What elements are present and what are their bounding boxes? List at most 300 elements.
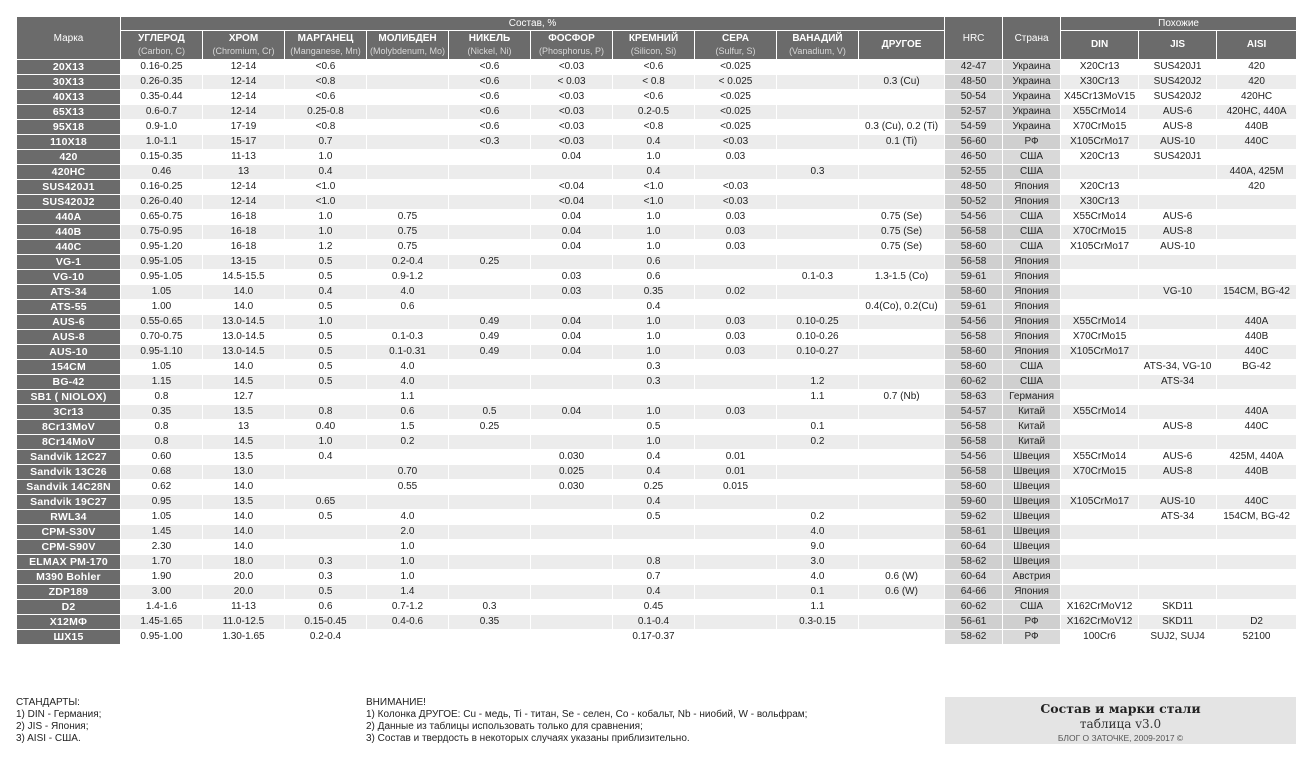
vanadium-cell: [777, 225, 859, 240]
jis-cell: [1139, 300, 1217, 315]
vanadium-cell: 4.0: [777, 570, 859, 585]
mark-cell: M390 Bohler: [17, 570, 121, 585]
chromium-cell: 11-13: [203, 600, 285, 615]
phosphorus-cell: [531, 360, 613, 375]
nickel-cell: [449, 480, 531, 495]
din-cell: X105CrMo17: [1061, 345, 1139, 360]
element-name-ru: ВАНАДИЙ: [792, 33, 843, 44]
phosphorus-cell: <0.03: [531, 60, 613, 75]
sulfur-cell: 0.03: [695, 345, 777, 360]
din-cell: [1061, 390, 1139, 405]
silicon-cell: <1.0: [613, 180, 695, 195]
din-cell: [1061, 375, 1139, 390]
silicon-cell: 0.4: [613, 450, 695, 465]
chromium-cell: 13.5: [203, 405, 285, 420]
nickel-cell: [449, 390, 531, 405]
header-row-elements: [17, 31, 1297, 60]
silicon-cell: 1.0: [613, 405, 695, 420]
molybdenum-cell: 0.2: [367, 435, 449, 450]
vanadium-cell: 0.10-0.26: [777, 330, 859, 345]
manganese-cell: 0.5: [285, 375, 367, 390]
phosphorus-cell: [531, 165, 613, 180]
vanadium-cell: 1.1: [777, 390, 859, 405]
vanadium-cell: 0.2: [777, 435, 859, 450]
aisi-cell: [1217, 480, 1297, 495]
hrc-cell: 42-47: [945, 60, 1003, 75]
molybdenum-cell: [367, 180, 449, 195]
table-row: [17, 270, 1297, 285]
nickel-cell: [449, 150, 531, 165]
carbon-cell: 1.15: [121, 375, 203, 390]
din-cell: X20Cr13: [1061, 60, 1139, 75]
mark-cell: 3Cr13: [17, 405, 121, 420]
molybdenum-cell: 1.4: [367, 585, 449, 600]
molybdenum-cell: [367, 75, 449, 90]
mark-cell: Sandvik 14C28N: [17, 480, 121, 495]
country-cell: Германия: [1003, 390, 1061, 405]
nickel-cell: [449, 495, 531, 510]
chromium-cell: 12-14: [203, 75, 285, 90]
country-cell: США: [1003, 375, 1061, 390]
sulfur-cell: [695, 300, 777, 315]
country-cell: Китай: [1003, 405, 1061, 420]
aisi-cell: 440C: [1217, 420, 1297, 435]
vanadium-cell: [777, 210, 859, 225]
other-cell: [859, 480, 945, 495]
aisi-cell: 440B: [1217, 465, 1297, 480]
molybdenum-cell: [367, 150, 449, 165]
chromium-cell: 14.5: [203, 435, 285, 450]
nickel-cell: [449, 225, 531, 240]
element-header: [449, 31, 531, 60]
vanadium-cell: 0.10-0.27: [777, 345, 859, 360]
carbon-cell: 0.26-0.35: [121, 75, 203, 90]
vanadium-cell: [777, 285, 859, 300]
jis-cell: [1139, 525, 1217, 540]
mark-cell: 440B: [17, 225, 121, 240]
nickel-cell: [449, 300, 531, 315]
din-cell: X105CrMo17: [1061, 135, 1139, 150]
chromium-cell: 12.7: [203, 390, 285, 405]
carbon-cell: 0.70-0.75: [121, 330, 203, 345]
other-cell: [859, 420, 945, 435]
jis-cell: AUS-8: [1139, 225, 1217, 240]
aisi-cell: [1217, 390, 1297, 405]
mark-cell: 440A: [17, 210, 121, 225]
hrc-cell: 58-62: [945, 630, 1003, 645]
composition-header: Состав, %: [121, 17, 945, 31]
nickel-cell: 0.5: [449, 405, 531, 420]
sulfur-cell: <0.03: [695, 180, 777, 195]
vanadium-cell: [777, 195, 859, 210]
country-cell: США: [1003, 150, 1061, 165]
nickel-cell: [449, 195, 531, 210]
hrc-cell: 56-58: [945, 330, 1003, 345]
manganese-cell: <1.0: [285, 195, 367, 210]
country-cell: Украина: [1003, 120, 1061, 135]
molybdenum-cell: [367, 315, 449, 330]
manganese-cell: 0.4: [285, 165, 367, 180]
silicon-cell: 0.4: [613, 495, 695, 510]
aisi-cell: 420: [1217, 180, 1297, 195]
other-cell: [859, 150, 945, 165]
mark-cell: 20X13: [17, 60, 121, 75]
aisi-cell: [1217, 435, 1297, 450]
hrc-cell: 56-58: [945, 435, 1003, 450]
silicon-cell: 0.6: [613, 255, 695, 270]
table-row: [17, 210, 1297, 225]
mark-cell: CPM-S90V: [17, 540, 121, 555]
silicon-cell: 1.0: [613, 225, 695, 240]
nickel-cell: [449, 240, 531, 255]
carbon-cell: 1.05: [121, 510, 203, 525]
chromium-cell: 20.0: [203, 570, 285, 585]
sulfur-cell: 0.02: [695, 285, 777, 300]
vanadium-cell: [777, 240, 859, 255]
table-row: [17, 90, 1297, 105]
din-cell: [1061, 255, 1139, 270]
phosphorus-cell: [531, 435, 613, 450]
country-cell: Япония: [1003, 345, 1061, 360]
silicon-cell: 0.35: [613, 285, 695, 300]
other-cell: [859, 450, 945, 465]
chromium-cell: 17-19: [203, 120, 285, 135]
sulfur-cell: [695, 615, 777, 630]
molybdenum-cell: [367, 450, 449, 465]
other-cell: 0.4(Co), 0.2(Cu): [859, 300, 945, 315]
manganese-cell: [285, 480, 367, 495]
phosphorus-cell: <0.03: [531, 105, 613, 120]
chromium-cell: 18.0: [203, 555, 285, 570]
manganese-cell: 0.5: [285, 345, 367, 360]
aisi-cell: 440B: [1217, 330, 1297, 345]
vanadium-cell: [777, 630, 859, 645]
hrc-cell: 58-60: [945, 345, 1003, 360]
mark-cell: Sandvik 19C27: [17, 495, 121, 510]
country-cell: Швеция: [1003, 465, 1061, 480]
carbon-cell: 0.75-0.95: [121, 225, 203, 240]
aisi-cell: 425M, 440A: [1217, 450, 1297, 465]
table-row: [17, 255, 1297, 270]
carbon-cell: 0.9-1.0: [121, 120, 203, 135]
other-cell: [859, 510, 945, 525]
other-cell: 0.1 (Ti): [859, 135, 945, 150]
phosphorus-cell: <0.03: [531, 90, 613, 105]
manganese-cell: 0.8: [285, 405, 367, 420]
phosphorus-cell: [531, 420, 613, 435]
table-row: [17, 480, 1297, 495]
nickel-cell: [449, 525, 531, 540]
country-cell: Япония: [1003, 285, 1061, 300]
molybdenum-cell: [367, 195, 449, 210]
vanadium-cell: [777, 180, 859, 195]
carbon-cell: 1.70: [121, 555, 203, 570]
vanadium-cell: [777, 495, 859, 510]
carbon-cell: 0.95-1.00: [121, 630, 203, 645]
aisi-cell: BG-42: [1217, 360, 1297, 375]
other-cell: 1.3-1.5 (Co): [859, 270, 945, 285]
din-cell: X55CrMo14: [1061, 210, 1139, 225]
silicon-cell: 0.3: [613, 360, 695, 375]
hrc-cell: 54-59: [945, 120, 1003, 135]
element-header: [285, 31, 367, 60]
vanadium-cell: [777, 405, 859, 420]
nickel-cell: [449, 555, 531, 570]
chromium-cell: 13.5: [203, 450, 285, 465]
phosphorus-cell: [531, 495, 613, 510]
vanadium-cell: 1.2: [777, 375, 859, 390]
other-cell: [859, 255, 945, 270]
silicon-cell: <0.6: [613, 90, 695, 105]
din-cell: X70CrMo15: [1061, 120, 1139, 135]
table-row: [17, 225, 1297, 240]
nickel-cell: <0.3: [449, 135, 531, 150]
manganese-cell: 0.5: [285, 255, 367, 270]
manganese-cell: <0.8: [285, 75, 367, 90]
mark-cell: ELMAX PM-170: [17, 555, 121, 570]
table-row: [17, 285, 1297, 300]
aisi-cell: [1217, 300, 1297, 315]
aisi-cell: 440B: [1217, 120, 1297, 135]
hrc-cell: 46-50: [945, 150, 1003, 165]
table-row: [17, 570, 1297, 585]
silicon-cell: < 0.8: [613, 75, 695, 90]
sulfur-cell: <0.025: [695, 60, 777, 75]
attention-line: 2) Данные из таблицы использовать только для сравнения;: [366, 721, 643, 732]
table-row: [17, 120, 1297, 135]
din-cell: [1061, 570, 1139, 585]
chromium-cell: 13.0: [203, 465, 285, 480]
country-cell: Швеция: [1003, 510, 1061, 525]
manganese-cell: [285, 465, 367, 480]
chromium-cell: 14.0: [203, 300, 285, 315]
hrc-cell: 58-63: [945, 390, 1003, 405]
mark-cell: ATS-55: [17, 300, 121, 315]
hrc-cell: 54-56: [945, 450, 1003, 465]
sulfur-cell: [695, 390, 777, 405]
carbon-cell: 1.05: [121, 285, 203, 300]
country-cell: Китай: [1003, 420, 1061, 435]
manganese-cell: <1.0: [285, 180, 367, 195]
phosphorus-cell: 0.04: [531, 150, 613, 165]
nickel-cell: <0.6: [449, 60, 531, 75]
vanadium-cell: [777, 300, 859, 315]
nickel-cell: <0.6: [449, 120, 531, 135]
aisi-cell: 440C: [1217, 495, 1297, 510]
molybdenum-cell: 1.5: [367, 420, 449, 435]
sulfur-cell: [695, 570, 777, 585]
nickel-cell: 0.35: [449, 615, 531, 630]
table-row: [17, 345, 1297, 360]
element-name-en: (Chromium, Cr): [212, 46, 275, 56]
phosphorus-cell: [531, 525, 613, 540]
mark-cell: 110X18: [17, 135, 121, 150]
silicon-cell: 0.17-0.37: [613, 630, 695, 645]
manganese-cell: 1.2: [285, 240, 367, 255]
din-cell: 100Cr6: [1061, 630, 1139, 645]
nickel-cell: 0.49: [449, 330, 531, 345]
molybdenum-cell: 2.0: [367, 525, 449, 540]
nickel-cell: 0.49: [449, 315, 531, 330]
table-row: [17, 450, 1297, 465]
other-cell: [859, 615, 945, 630]
vanadium-cell: 0.1: [777, 420, 859, 435]
other-cell: 0.3 (Cu): [859, 75, 945, 90]
carbon-cell: 0.6-0.7: [121, 105, 203, 120]
country-cell: Япония: [1003, 315, 1061, 330]
other-cell: [859, 60, 945, 75]
table-row: [17, 630, 1297, 645]
vanadium-cell: 0.1: [777, 585, 859, 600]
other-cell: 0.75 (Se): [859, 240, 945, 255]
vanadium-cell: [777, 450, 859, 465]
phosphorus-cell: [531, 570, 613, 585]
silicon-cell: [613, 525, 695, 540]
hrc-cell: 52-55: [945, 165, 1003, 180]
nickel-cell: 0.3: [449, 600, 531, 615]
silicon-cell: 1.0: [613, 240, 695, 255]
molybdenum-cell: 0.6: [367, 405, 449, 420]
mark-cell: VG-10: [17, 270, 121, 285]
molybdenum-cell: 1.0: [367, 555, 449, 570]
phosphorus-cell: 0.04: [531, 225, 613, 240]
molybdenum-cell: [367, 165, 449, 180]
aisi-cell: [1217, 375, 1297, 390]
country-cell: Швеция: [1003, 540, 1061, 555]
country-cell: США: [1003, 600, 1061, 615]
silicon-cell: 0.4: [613, 585, 695, 600]
jis-cell: [1139, 345, 1217, 360]
other-cell: [859, 285, 945, 300]
jis-cell: [1139, 180, 1217, 195]
country-cell: Швеция: [1003, 450, 1061, 465]
hrc-cell: 64-66: [945, 585, 1003, 600]
similar-standard-header: AISI: [1217, 31, 1297, 60]
nickel-cell: 0.25: [449, 255, 531, 270]
jis-cell: [1139, 540, 1217, 555]
molybdenum-cell: 0.7-1.2: [367, 600, 449, 615]
aisi-cell: [1217, 540, 1297, 555]
sulfur-cell: [695, 435, 777, 450]
din-cell: X45Cr13MoV15: [1061, 90, 1139, 105]
silicon-cell: 0.2-0.5: [613, 105, 695, 120]
mark-cell: CPM-S30V: [17, 525, 121, 540]
manganese-cell: <0.8: [285, 120, 367, 135]
sulfur-cell: 0.03: [695, 330, 777, 345]
phosphorus-cell: [531, 615, 613, 630]
manganese-cell: 0.5: [285, 585, 367, 600]
jis-cell: ATS-34: [1139, 510, 1217, 525]
silicon-cell: 0.4: [613, 465, 695, 480]
carbon-cell: 0.35: [121, 405, 203, 420]
other-cell: [859, 405, 945, 420]
molybdenum-cell: [367, 105, 449, 120]
silicon-cell: 0.6: [613, 270, 695, 285]
din-cell: [1061, 420, 1139, 435]
aisi-cell: [1217, 270, 1297, 285]
nickel-cell: [449, 285, 531, 300]
sulfur-cell: [695, 255, 777, 270]
silicon-cell: 1.0: [613, 345, 695, 360]
jis-cell: [1139, 435, 1217, 450]
carbon-cell: 0.62: [121, 480, 203, 495]
carbon-cell: 1.45-1.65: [121, 615, 203, 630]
mark-cell: 420HC: [17, 165, 121, 180]
jis-cell: SUS420J2: [1139, 75, 1217, 90]
phosphorus-cell: 0.03: [531, 270, 613, 285]
phosphorus-cell: 0.04: [531, 345, 613, 360]
phosphorus-cell: [531, 300, 613, 315]
din-cell: X55CrMo14: [1061, 450, 1139, 465]
din-cell: X105CrMo17: [1061, 495, 1139, 510]
phosphorus-cell: 0.04: [531, 240, 613, 255]
nickel-cell: [449, 375, 531, 390]
element-name-en: (Nickel, Ni): [467, 46, 512, 56]
mark-cell: X12МФ: [17, 615, 121, 630]
din-cell: X55CrMo14: [1061, 315, 1139, 330]
silicon-cell: 0.25: [613, 480, 695, 495]
chromium-cell: 14.0: [203, 540, 285, 555]
din-cell: [1061, 300, 1139, 315]
din-cell: X70CrMo15: [1061, 225, 1139, 240]
table-row: [17, 165, 1297, 180]
chromium-cell: 12-14: [203, 105, 285, 120]
manganese-cell: 0.5: [285, 510, 367, 525]
phosphorus-cell: [531, 555, 613, 570]
table-row: [17, 435, 1297, 450]
manganese-cell: 0.5: [285, 300, 367, 315]
hrc-cell: 58-60: [945, 285, 1003, 300]
table-row: [17, 390, 1297, 405]
element-name-ru: УГЛЕРОД: [138, 33, 185, 44]
sulfur-cell: [695, 540, 777, 555]
carbon-cell: 1.00: [121, 300, 203, 315]
carbon-cell: 0.15-0.35: [121, 150, 203, 165]
carbon-cell: 0.95: [121, 495, 203, 510]
hrc-cell: 48-50: [945, 75, 1003, 90]
silicon-cell: 0.1-0.4: [613, 615, 695, 630]
silicon-cell: [613, 540, 695, 555]
hrc-cell: 58-60: [945, 480, 1003, 495]
phosphorus-cell: 0.030: [531, 450, 613, 465]
mark-cell: 95X18: [17, 120, 121, 135]
element-name-ru: КРЕМНИЙ: [628, 33, 679, 44]
molybdenum-cell: 0.55: [367, 480, 449, 495]
din-cell: [1061, 555, 1139, 570]
nickel-cell: [449, 630, 531, 645]
din-cell: [1061, 510, 1139, 525]
sulfur-cell: <0.03: [695, 135, 777, 150]
molybdenum-cell: [367, 90, 449, 105]
molybdenum-cell: 4.0: [367, 360, 449, 375]
country-cell: РФ: [1003, 135, 1061, 150]
chromium-cell: 12-14: [203, 180, 285, 195]
hrc-cell: 58-60: [945, 240, 1003, 255]
silicon-cell: 0.5: [613, 420, 695, 435]
mark-cell: 30X13: [17, 75, 121, 90]
manganese-cell: 0.5: [285, 330, 367, 345]
carbon-cell: 0.65-0.75: [121, 210, 203, 225]
silicon-cell: 1.0: [613, 315, 695, 330]
jis-cell: [1139, 480, 1217, 495]
aisi-cell: [1217, 585, 1297, 600]
carbon-cell: 0.16-0.25: [121, 180, 203, 195]
table-row: [17, 75, 1297, 90]
silicon-cell: <0.8: [613, 120, 695, 135]
jis-cell: [1139, 255, 1217, 270]
aisi-cell: 154CM, BG-42: [1217, 285, 1297, 300]
hrc-cell: 56-61: [945, 615, 1003, 630]
